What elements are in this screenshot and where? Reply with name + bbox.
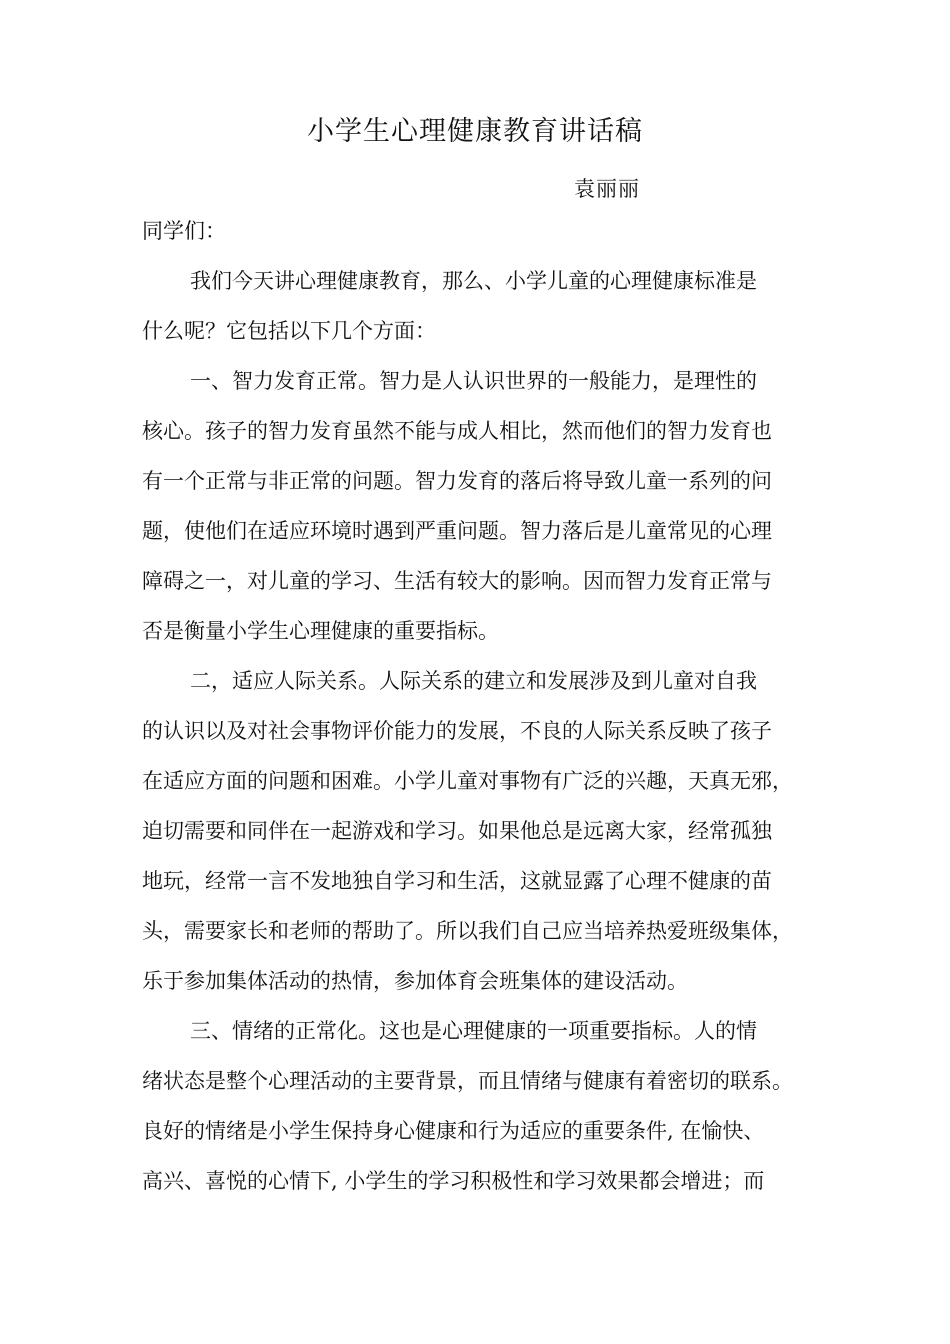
paragraph-line: 有一个正常与非正常的问题。智力发育的落后将导致儿童一系列的问 bbox=[142, 469, 772, 493]
document-title: 小学生心理健康教育讲话稿 bbox=[307, 116, 643, 147]
paragraph-line: 否是衡量小学生心理健康的重要指标。 bbox=[142, 619, 499, 643]
paragraph-line: 我们今天讲心理健康教育，那么、小学儿童的心理健康标准是 bbox=[190, 269, 757, 293]
paragraph-line: 核心。孩子的智力发育虽然不能与成人相比，然而他们的智力发育也 bbox=[142, 419, 772, 443]
paragraph-line: 障碍之一，对儿童的学习、生活有较大的影响。因而智力发育正常与 bbox=[142, 569, 772, 593]
paragraph-line: 良好的情绪是小学生保持身心健康和行为适应的重要条件, 在愉快、 bbox=[142, 1119, 765, 1143]
paragraph-line: 三、情绪的正常化。这也是心理健康的一项重要指标。人的情 bbox=[190, 1019, 757, 1043]
paragraph-line: 题，使他们在适应环境时遇到严重问题。智力落后是儿童常见的心理 bbox=[142, 519, 772, 543]
paragraph-line: 迫切需要和同伴在一起游戏和学习。如果他总是远离大家，经常孤独 bbox=[142, 819, 772, 843]
author-name: 袁丽丽 bbox=[574, 177, 640, 201]
paragraph-line: 绪状态是整个心理活动的主要背景，而且情绪与健康有着密切的联系。 bbox=[142, 1069, 793, 1093]
paragraph-line: 什么呢？它包括以下几个方面： bbox=[142, 319, 436, 343]
paragraph-line: 乐于参加集体活动的热情，参加体育会班集体的建设活动。 bbox=[142, 969, 688, 993]
paragraph-line: 的认识以及对社会事物评价能力的发展，不良的人际关系反映了孩子 bbox=[142, 719, 772, 743]
paragraph-line: 高兴、喜悦的心情下, 小学生的学习积极性和学习效果都会增进；而 bbox=[142, 1169, 765, 1193]
paragraph-line: 地玩，经常一言不发地独自学习和生活，这就显露了心理不健康的苗 bbox=[142, 869, 772, 893]
paragraph-line: 头，需要家长和老师的帮助了。所以我们自己应当培养热爱班级集体， bbox=[142, 919, 793, 943]
salutation: 同学们： bbox=[142, 219, 226, 243]
paragraph-line: 一、智力发育正常。智力是人认识世界的一般能力，是理性的 bbox=[190, 369, 757, 393]
paragraph-line: 二，适应人际关系。人际关系的建立和发展涉及到儿童对自我 bbox=[190, 669, 757, 693]
paragraph-line: 在适应方面的问题和困难。小学儿童对事物有广泛的兴趣，天真无邪， bbox=[142, 769, 793, 793]
